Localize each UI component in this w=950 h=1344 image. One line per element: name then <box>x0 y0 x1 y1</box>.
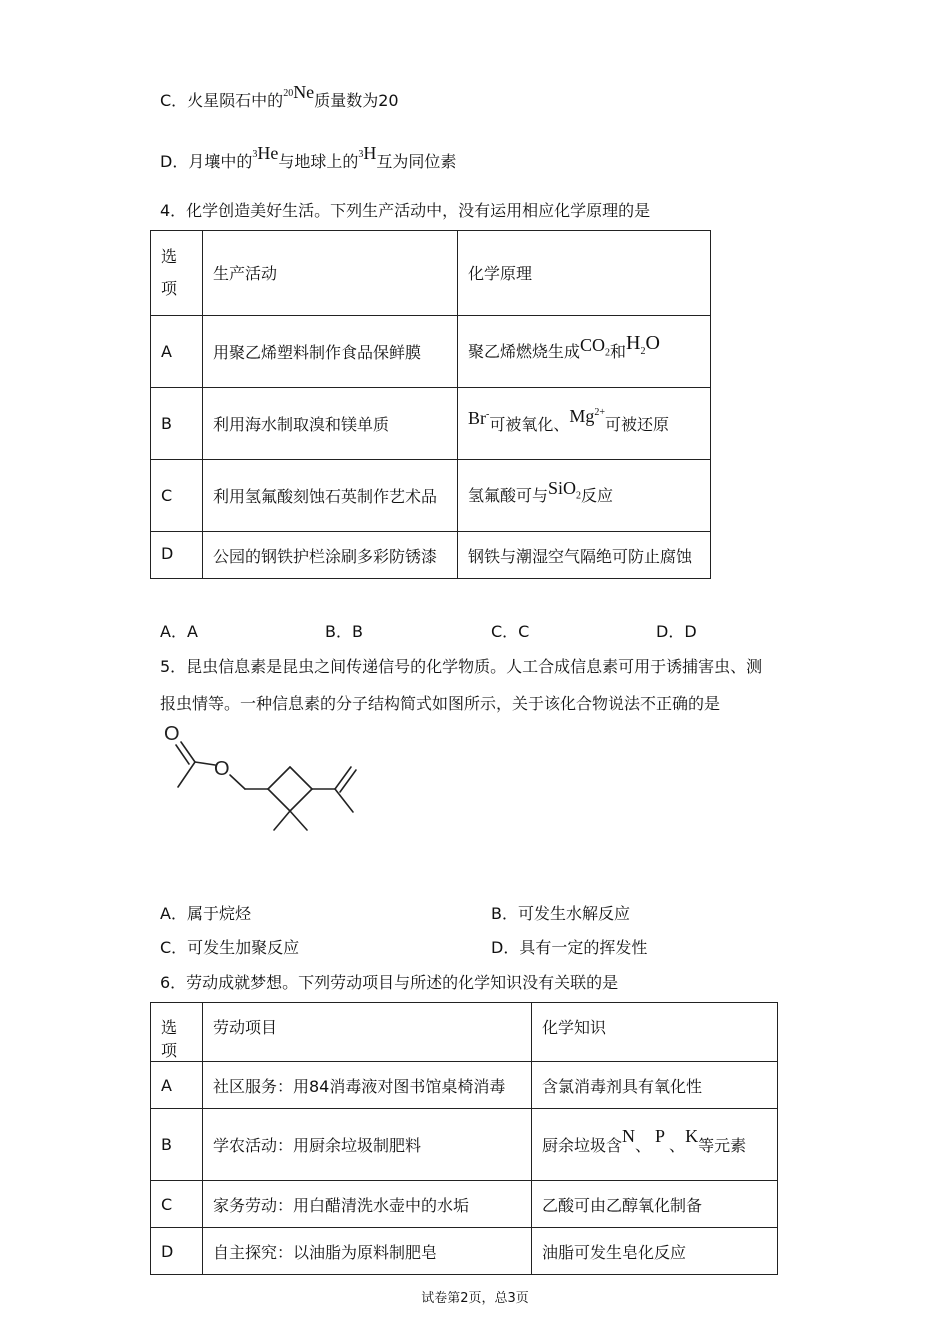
table-row <box>151 388 711 460</box>
q6-row-d-knowledge: 油脂可发生皂化反应 <box>532 1228 778 1275</box>
helium-mass-number: 3 <box>252 149 258 160</box>
q6-row-c-activity: 家务劳动：用白醋清洗水壶中的水垢 <box>203 1181 532 1228</box>
q6-row-c-knowledge: 乙酸可由乙醇氧化制备 <box>532 1181 778 1228</box>
q4-row-b-activity: 利用海水制取溴和镁单质 <box>203 388 458 460</box>
q5-answer-d[interactable]: D．具有一定的挥发性 <box>491 938 648 957</box>
potassium-symbol: K <box>685 1126 699 1146</box>
q3-option-d-text: D．月壤中的 <box>160 152 253 171</box>
neon-symbol: Ne <box>293 82 315 102</box>
q4-row-d-activity: 公园的钢铁护栏涂刷多彩防锈漆 <box>203 532 458 579</box>
q4-row-c-principle: 氢氟酸可与SiO$_2$反应 <box>458 460 711 532</box>
q4-row-a-activity: 用聚乙烯塑料制作食品保鲜膜 <box>203 316 458 388</box>
q6-row-c-option: C <box>151 1181 203 1228</box>
q6-row-b-knowledge: 厨余垃圾含N、 P 、K等元素 <box>532 1109 778 1181</box>
q4-header-activity: 生产活动 <box>203 231 458 316</box>
q3-option-c <box>160 82 399 111</box>
q4-table <box>150 230 711 579</box>
q3-option-d <box>160 143 457 172</box>
q4-header-option: 选 项 <box>151 231 203 316</box>
table-row <box>151 460 711 532</box>
table-row <box>151 1109 778 1181</box>
carbonyl-oxygen-label: O <box>164 723 180 745</box>
bromide-ion: Br <box>468 408 486 428</box>
q6-header-row <box>151 1003 778 1062</box>
q4-header-principle: 化学原理 <box>458 231 711 316</box>
q4-row-a-principle: 聚乙烯燃烧生成$CO_2$和$H_2O$ <box>458 316 711 388</box>
molecule-structure <box>150 720 370 840</box>
q5-answer-b[interactable]: B．可发生水解反应 <box>491 904 630 923</box>
table-row <box>151 1062 778 1109</box>
tritium-mass-number: 3 <box>358 149 364 160</box>
q4-header-row <box>151 231 711 316</box>
q3-option-d-mid: 与地球上的 <box>278 152 359 171</box>
table-row <box>151 1228 778 1275</box>
table-row <box>151 532 711 579</box>
q3-option-c-text: C．火星陨石中的 <box>160 91 284 110</box>
q4-row-a-option: A <box>151 316 203 388</box>
ester-oxygen-label: O <box>214 758 230 780</box>
q6-row-d-activity: 自主探究：以油脂为原料制肥皂 <box>203 1228 532 1275</box>
q4-answer-a[interactable]: A．A <box>160 622 198 641</box>
q4-stem: 4．化学创造美好生活。下列生产活动中，没有运用相应化学原理的是 <box>160 201 651 220</box>
helium-symbol: He <box>257 143 279 163</box>
hydrogen-symbol: H <box>363 143 377 163</box>
q4-row-c-activity: 利用氢氟酸刻蚀石英制作艺术品 <box>203 460 458 532</box>
q4-row-d-principle: 钢铁与潮湿空气隔绝可防止腐蚀 <box>458 532 711 579</box>
q4-answer-c[interactable]: C．C <box>491 622 530 641</box>
table-row <box>151 1181 778 1228</box>
q4-row-b-option: B <box>151 388 203 460</box>
q6-table <box>150 1002 778 1275</box>
q6-row-a-activity: 社区服务：用84消毒液对图书馆桌椅消毒 <box>203 1062 532 1109</box>
co2-formula: CO <box>580 334 606 355</box>
q5-stem-line1: 5．昆虫信息素是昆虫之间传递信号的化学物质。人工合成信息素可用于诱捕害虫、测 <box>160 657 763 676</box>
page-footer: 试卷第2页，总3页 <box>421 1291 529 1306</box>
q4-row-c-option: C <box>151 460 203 532</box>
q6-header-option: 选项 <box>151 1003 203 1062</box>
q6-stem: 6．劳动成就梦想。下列劳动项目与所述的化学知识没有关联的是 <box>160 973 619 992</box>
q6-row-a-knowledge: 含氯消毒剂具有氧化性 <box>532 1062 778 1109</box>
neon-mass-number: 20 <box>283 88 294 99</box>
q4-answer-b[interactable]: B．B <box>325 622 363 641</box>
q6-header-knowledge: 化学知识 <box>532 1003 778 1062</box>
q3-option-d-tail: 互为同位素 <box>376 152 457 171</box>
q4-answer-d[interactable]: D．D <box>656 622 697 641</box>
q6-row-d-option: D <box>151 1228 203 1275</box>
q5-answer-c[interactable]: C．可发生加聚反应 <box>160 938 300 957</box>
q6-row-b-activity: 学农活动：用厨余垃圾制肥料 <box>203 1109 532 1181</box>
q6-row-b-option: B <box>151 1109 203 1181</box>
table-row <box>151 316 711 388</box>
nitrogen-symbol: N <box>622 1126 636 1146</box>
q5-answer-a[interactable]: A．属于烷烃 <box>160 904 251 923</box>
q5-stem-line2: 报虫情等。一种信息素的分子结构简式如图所示，关于该化合物说法不正确的是 <box>160 694 721 713</box>
magnesium-ion: Mg <box>569 406 595 426</box>
q3-option-c-tail: 质量数为20 <box>314 91 399 110</box>
q6-header-activity: 劳动项目 <box>203 1003 532 1062</box>
q4-row-d-option: D <box>151 532 203 579</box>
h2o-formula: H <box>626 331 641 354</box>
q4-row-b-principle: Br-可被氧化、$Mg^{2+}$可被还原 <box>458 388 711 460</box>
sio2-formula: SiO <box>548 477 577 498</box>
q6-row-a-option: A <box>151 1062 203 1109</box>
phosphorus-symbol: P <box>655 1126 666 1146</box>
